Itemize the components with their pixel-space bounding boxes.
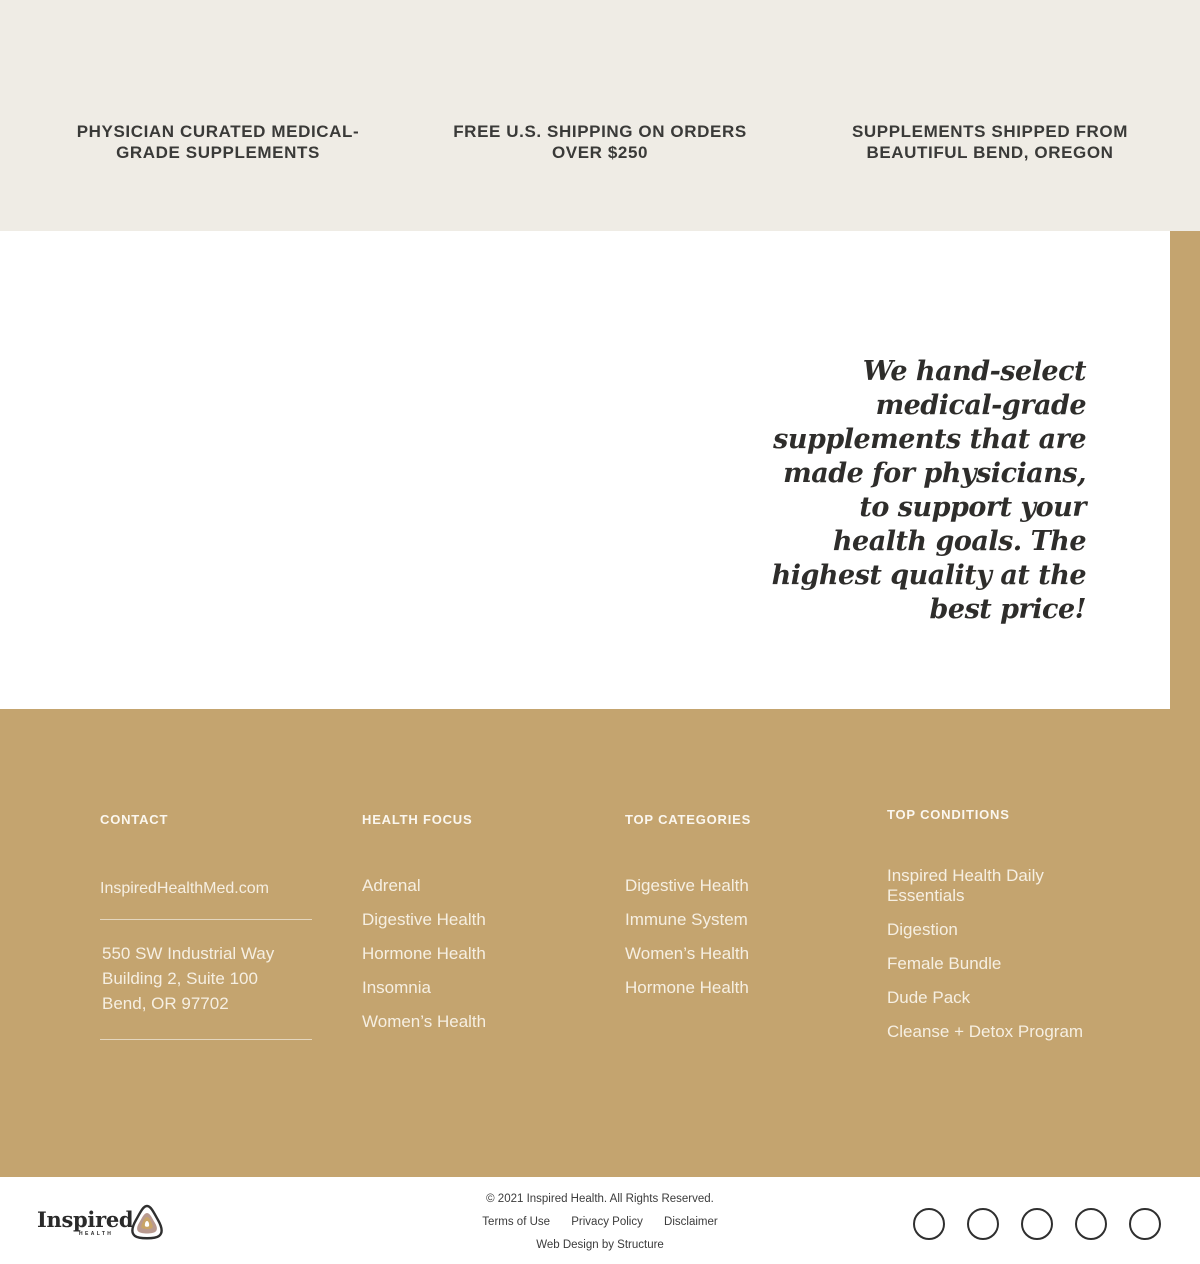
- address-line-3: Bend, OR 97702: [102, 994, 229, 1013]
- health-focus-link-digestive[interactable]: Digestive Health: [362, 910, 486, 929]
- copyright-text: © 2021 Inspired Health. All Rights Reserved.: [486, 1193, 714, 1205]
- gold-edge-accent: [1170, 231, 1200, 709]
- feature-shipped-from: SUPPLEMENTS SHIPPED FROM BEAUTIFUL BEND, OREGON: [851, 122, 1129, 162]
- contact-address: [102, 941, 274, 1016]
- logo-subtext: HEALTH: [79, 1231, 114, 1237]
- social-icon-5[interactable]: [1129, 1208, 1161, 1240]
- logo-wordmark: Inspired: [37, 1207, 134, 1232]
- condition-link-daily-essentials[interactable]: Inspired Health Daily Essentials: [887, 866, 1044, 905]
- social-icon-1[interactable]: [913, 1208, 945, 1240]
- footer: [0, 709, 1200, 1177]
- social-icon-2[interactable]: [967, 1208, 999, 1240]
- intro-section: [0, 231, 1200, 709]
- top-conditions-heading: TOP CONDITIONS: [887, 807, 1010, 822]
- condition-link-female-bundle[interactable]: Female Bundle: [887, 954, 1002, 973]
- disclaimer-link[interactable]: Disclaimer: [664, 1216, 718, 1228]
- address-line-1: 550 SW Industrial Way: [102, 944, 275, 963]
- address-line-2: Building 2, Suite 100: [102, 969, 258, 988]
- health-focus-link-adrenal[interactable]: Adrenal: [362, 876, 421, 895]
- condition-link-dude-pack[interactable]: Dude Pack: [887, 988, 971, 1007]
- health-focus-link-insomnia[interactable]: Insomnia: [362, 978, 431, 997]
- terms-of-use-link[interactable]: Terms of Use: [482, 1216, 551, 1228]
- condition-link-cleanse-detox[interactable]: Cleanse + Detox Program: [887, 1022, 1084, 1041]
- feature-free-shipping: FREE U.S. SHIPPING ON ORDERS OVER $250: [453, 122, 747, 162]
- contact-divider-top: [100, 919, 312, 920]
- category-link-hormone[interactable]: Hormone Health: [625, 978, 749, 997]
- social-icon-3[interactable]: [1021, 1208, 1053, 1240]
- category-link-digestive[interactable]: Digestive Health: [625, 876, 749, 895]
- features-strip: [0, 0, 1200, 231]
- feature-curated: PHYSICIAN CURATED MEDICAL-GRADE SUPPLEMENTS: [76, 122, 360, 162]
- contact-website-link[interactable]: InspiredHealthMed.com: [100, 880, 269, 897]
- category-link-immune[interactable]: Immune System: [625, 910, 748, 929]
- social-icon-4[interactable]: [1075, 1208, 1107, 1240]
- health-focus-link-hormone[interactable]: Hormone Health: [362, 944, 486, 963]
- bottom-bar: [0, 1177, 1200, 1264]
- intro-tagline: We hand-select medical-grade supplements that are made for physicians, to support your health goals. The highest quality at the best price!: [771, 356, 1086, 625]
- top-categories-heading: TOP CATEGORIES: [625, 812, 752, 827]
- category-link-womens[interactable]: Women’s Health: [625, 944, 750, 963]
- health-focus-link-womens[interactable]: Women’s Health: [362, 1012, 487, 1031]
- web-design-credit-link[interactable]: Web Design by Structure: [536, 1239, 664, 1251]
- contact-divider-bottom: [100, 1039, 312, 1040]
- condition-link-digestion[interactable]: Digestion: [887, 920, 958, 939]
- legal-links: [0, 1216, 1200, 1228]
- privacy-policy-link[interactable]: Privacy Policy: [571, 1216, 643, 1228]
- contact-heading: CONTACT: [100, 812, 169, 827]
- health-focus-heading: HEALTH FOCUS: [362, 812, 473, 827]
